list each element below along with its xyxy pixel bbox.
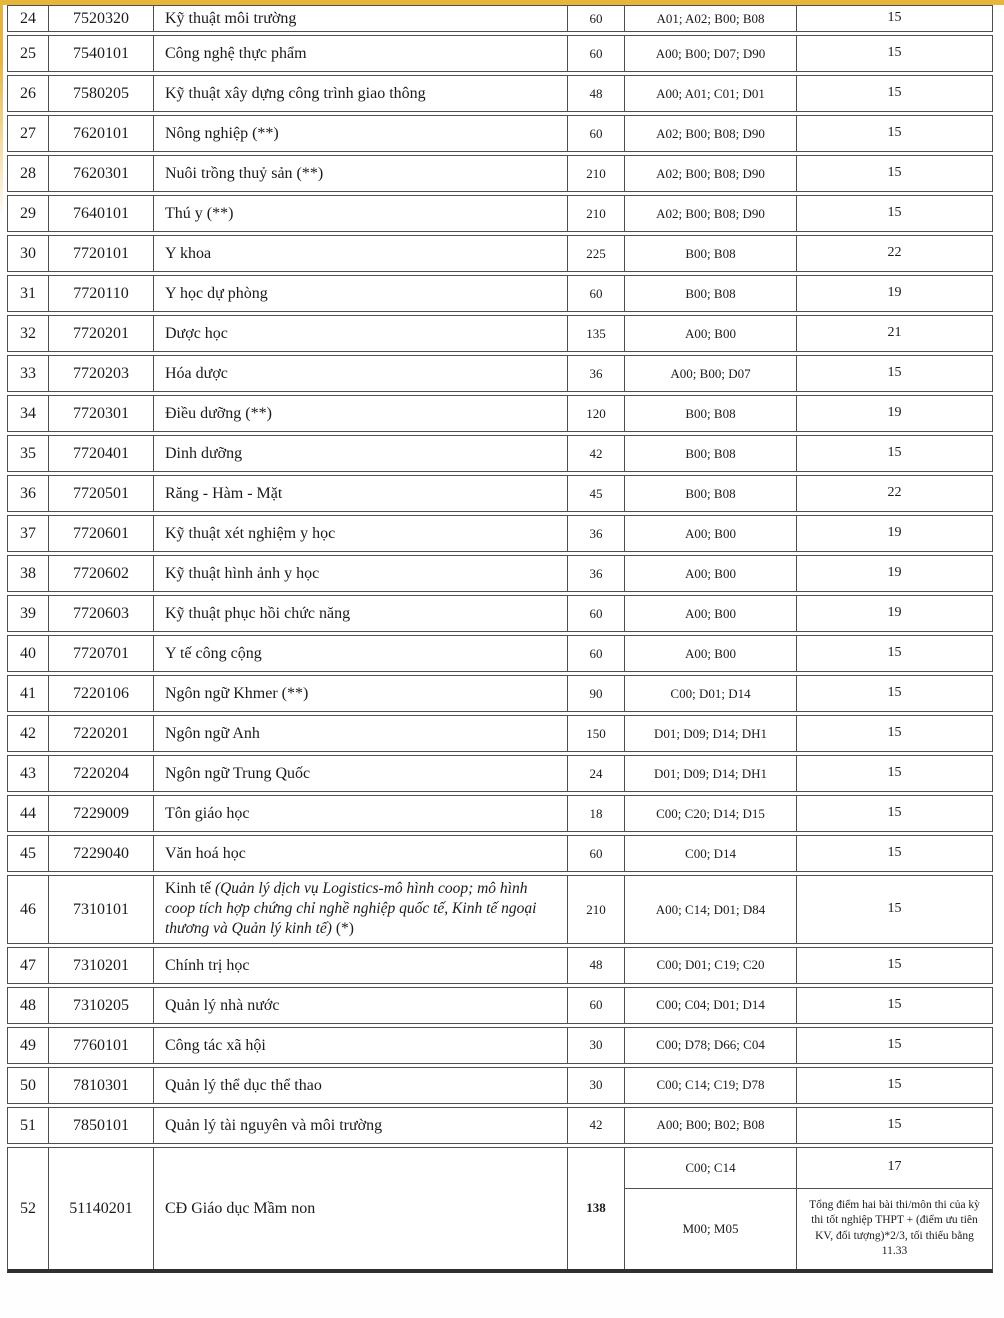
name-italic: (Quản lý dịch vụ Logistics-mô hình coop; mô hình coop tích hợp chứng chỉ nghề nghiệp quốc tế, Kinh tế ngoại thương và Quản lý kinh tế) [165, 880, 537, 938]
cell-combos: M00; M05 [624, 1189, 796, 1269]
cell-combos: A01; A02; B00; B08 [624, 6, 796, 31]
cell-combos: C00; D14 [624, 836, 796, 871]
cell-quota: 30 [567, 1028, 624, 1063]
cell-code: 7640101 [48, 196, 153, 231]
cell-quota: 60 [567, 836, 624, 871]
table-row [7, 1067, 993, 1104]
table-row [7, 1107, 993, 1144]
table-row [7, 875, 993, 943]
cell-name: Công tác xã hội [153, 1028, 567, 1063]
cell-score: 21 [796, 316, 992, 351]
cell-quota: 150 [567, 716, 624, 751]
cell-name: Văn hoá học [153, 836, 567, 871]
cell-score: 15 [796, 636, 992, 671]
cell-name: Tôn giáo học [153, 796, 567, 831]
cell-combos: A00; B00; D07; D90 [624, 36, 796, 71]
cell-combos: A00; B00 [624, 556, 796, 591]
cell-code: 7720201 [48, 316, 153, 351]
cell-quota: 36 [567, 556, 624, 591]
cell-code: 7720602 [48, 556, 153, 591]
table-row [7, 947, 993, 984]
cell-score: 15 [796, 436, 992, 471]
cell-stt: 35 [20, 445, 36, 463]
cell-name: Răng - Hàm - Mặt [153, 476, 567, 511]
cell-code: 7540101 [48, 36, 153, 71]
cell-name: Kỹ thuật hình ảnh y học [153, 556, 567, 591]
cell-quota: 225 [567, 236, 624, 271]
cell-code: 7810301 [48, 1068, 153, 1103]
cell-combos: D01; D09; D14; DH1 [624, 756, 796, 791]
table-row [7, 315, 993, 352]
cell-stt: 37 [20, 525, 36, 543]
cell-score: 15 [796, 756, 992, 791]
cell-code: 7720101 [48, 236, 153, 271]
cell-quota: 60 [567, 988, 624, 1023]
cell-name: Kỹ thuật môi trường [153, 6, 567, 31]
cell-stt: 47 [20, 956, 36, 974]
cell-name: Dược học [153, 316, 567, 351]
cell-stt: 29 [20, 205, 36, 223]
cell-code: 7620301 [48, 156, 153, 191]
cell-stt: 52 [20, 1199, 36, 1217]
cell-score: 19 [796, 276, 992, 311]
cell-name: Nuôi trồng thuỷ sản (**) [153, 156, 567, 191]
cell-stt: 26 [20, 85, 36, 103]
cell-combos: C00; D78; D66; C04 [624, 1028, 796, 1063]
cell-combos: A02; B00; B08; D90 [624, 196, 796, 231]
table-row [7, 475, 993, 512]
cell-score: 17 [796, 1148, 992, 1188]
left-accent-strip [0, 0, 3, 220]
cell-score: 15 [796, 196, 992, 231]
table-row [7, 355, 993, 392]
cell-stt: 30 [20, 245, 36, 263]
cell-stt: 48 [20, 996, 36, 1014]
cell-name [153, 876, 567, 942]
cell-code: 7720501 [48, 476, 153, 511]
cell-score: 19 [796, 556, 992, 591]
cell-name: Y tế công cộng [153, 636, 567, 671]
row52-subrow-2 [624, 1189, 992, 1269]
table-row [7, 835, 993, 872]
cell-quota: 30 [567, 1068, 624, 1103]
table-row [7, 795, 993, 832]
cell-code: 7220106 [48, 676, 153, 711]
table-row [7, 5, 993, 32]
cell-code: 7720203 [48, 356, 153, 391]
name-suffix: (*) [331, 920, 354, 938]
cell-name: Y khoa [153, 236, 567, 271]
cell-stt: 28 [20, 165, 36, 183]
cell-stt: 45 [20, 845, 36, 863]
cell-name: CĐ Giáo dục Mầm non [153, 1148, 567, 1269]
cell-combos: A00; C14; D01; D84 [624, 876, 796, 942]
cell-combos: C00; D01; D14 [624, 676, 796, 711]
cell-stt: 43 [20, 765, 36, 783]
cell-quota: 18 [567, 796, 624, 831]
cell-name: Chính trị học [153, 948, 567, 983]
cell-stt: 51 [20, 1116, 36, 1134]
cell-code: 7580205 [48, 76, 153, 111]
cell-code: 7720601 [48, 516, 153, 551]
cell-score: 19 [796, 596, 992, 631]
cell-name: Ngôn ngữ Trung Quốc [153, 756, 567, 791]
cell-score: 15 [796, 116, 992, 151]
cell-quota: 60 [567, 276, 624, 311]
cell-stt: 25 [20, 45, 36, 63]
cell-quota: 36 [567, 516, 624, 551]
cell-stt: 38 [20, 565, 36, 583]
cell-quota: 42 [567, 436, 624, 471]
cell-code: 7220201 [48, 716, 153, 751]
name-prefix: Kinh tế [165, 880, 215, 898]
cell-quota: 210 [567, 876, 624, 942]
cell-score: 15 [796, 676, 992, 711]
cell-combos: B00; B08 [624, 396, 796, 431]
cell-code: 7720110 [48, 276, 153, 311]
cell-code: 7229009 [48, 796, 153, 831]
cell-quota: 48 [567, 948, 624, 983]
cell-code: 7720603 [48, 596, 153, 631]
cell-code: 7520320 [48, 6, 153, 31]
cell-combos: B00; B08 [624, 236, 796, 271]
cell-code: 7720401 [48, 436, 153, 471]
table-row [7, 515, 993, 552]
cell-quota: 138 [567, 1148, 624, 1269]
cell-quota: 24 [567, 756, 624, 791]
cell-stt: 41 [20, 685, 36, 703]
cell-score-note: Tổng điểm hai bài thi/môn thi của kỳ thi tốt nghiệp THPT + (điểm ưu tiên KV, đối tượng)*2/3, tối thiểu bằng 11.33 [796, 1189, 992, 1269]
cell-name: Dinh dưỡng [153, 436, 567, 471]
cell-name: Quản lý thể dục thể thao [153, 1068, 567, 1103]
cell-quota: 60 [567, 6, 624, 31]
cell-code: 7220204 [48, 756, 153, 791]
cell-combos: A02; B00; B08; D90 [624, 116, 796, 151]
cell-stt: 46 [20, 900, 36, 918]
cell-quota: 120 [567, 396, 624, 431]
cell-combos: A02; B00; B08; D90 [624, 156, 796, 191]
cell-stt: 36 [20, 485, 36, 503]
cell-stt: 24 [20, 10, 36, 27]
cell-combos: A00; A01; C01; D01 [624, 76, 796, 111]
cell-score: 19 [796, 396, 992, 431]
cell-score: 15 [796, 876, 992, 942]
table-row [7, 435, 993, 472]
cell-code: 7720301 [48, 396, 153, 431]
table-row [7, 635, 993, 672]
cell-code: 7310101 [48, 876, 153, 942]
table-row [7, 675, 993, 712]
cell-quota: 60 [567, 36, 624, 71]
cell-code: 7310205 [48, 988, 153, 1023]
cell-name: Nông nghiệp (**) [153, 116, 567, 151]
cell-quota: 210 [567, 196, 624, 231]
table-row [7, 155, 993, 192]
row52-subrow-1 [624, 1148, 992, 1189]
cell-name: Kỹ thuật xây dựng công trình giao thông [153, 76, 567, 111]
cell-code: 51140201 [48, 1148, 153, 1269]
cell-combos: B00; B08 [624, 476, 796, 511]
cell-score: 22 [796, 236, 992, 271]
cell-name: Công nghệ thực phẩm [153, 36, 567, 71]
cell-name: Y học dự phòng [153, 276, 567, 311]
cell-stt: 49 [20, 1036, 36, 1054]
table-row [7, 195, 993, 232]
cell-combos: A00; B00 [624, 636, 796, 671]
cell-score: 15 [796, 988, 992, 1023]
cell-stt: 34 [20, 405, 36, 423]
cell-stt: 27 [20, 125, 36, 143]
cell-name: Quản lý tài nguyên và môi trường [153, 1108, 567, 1143]
cell-stt: 31 [20, 285, 36, 303]
cell-name: Kỹ thuật phục hồi chức năng [153, 596, 567, 631]
cell-score: 15 [796, 1028, 992, 1063]
cell-name: Ngôn ngữ Anh [153, 716, 567, 751]
cell-quota: 45 [567, 476, 624, 511]
table-row [7, 1027, 993, 1064]
cell-score: 15 [796, 836, 992, 871]
cell-stt: 32 [20, 325, 36, 343]
cell-combos: B00; B08 [624, 436, 796, 471]
cell-combos: A00; B00 [624, 596, 796, 631]
cell-combos: A00; B00 [624, 316, 796, 351]
cell-quota: 210 [567, 156, 624, 191]
cell-score: 15 [796, 1068, 992, 1103]
cell-quota: 90 [567, 676, 624, 711]
cell-score: 15 [796, 948, 992, 983]
cell-score: 15 [796, 156, 992, 191]
cell-score: 15 [796, 716, 992, 751]
cell-quota: 60 [567, 116, 624, 151]
cell-name: Kỹ thuật xét nghiệm y học [153, 516, 567, 551]
table-row [7, 555, 993, 592]
table-row [7, 987, 993, 1024]
cell-name: Ngôn ngữ Khmer (**) [153, 676, 567, 711]
table-row [7, 715, 993, 752]
cell-combos: C00; C04; D01; D14 [624, 988, 796, 1023]
cell-code: 7229040 [48, 836, 153, 871]
cell-score: 15 [796, 796, 992, 831]
cell-quota: 135 [567, 316, 624, 351]
cell-name: Thú y (**) [153, 196, 567, 231]
cell-stt: 33 [20, 365, 36, 383]
cell-combos: C00; C20; D14; D15 [624, 796, 796, 831]
table-row [7, 595, 993, 632]
cell-stt: 50 [20, 1076, 36, 1094]
table-row [7, 235, 993, 272]
cell-stt: 42 [20, 725, 36, 743]
cell-score: 15 [796, 1108, 992, 1143]
cell-name: Điều dưỡng (**) [153, 396, 567, 431]
cell-score: 15 [796, 356, 992, 391]
cell-combos: C00; D01; C19; C20 [624, 948, 796, 983]
cell-combos: A00; B00 [624, 516, 796, 551]
table-row-52 [7, 1147, 993, 1273]
row52-subrows [624, 1148, 992, 1269]
cell-quota: 36 [567, 356, 624, 391]
cell-quota: 48 [567, 76, 624, 111]
cell-combos: C00; C14; C19; D78 [624, 1068, 796, 1103]
table-row [7, 755, 993, 792]
cell-stt: 39 [20, 605, 36, 623]
cell-code: 7850101 [48, 1108, 153, 1143]
table-row [7, 115, 993, 152]
cell-code: 7760101 [48, 1028, 153, 1063]
table-row [7, 395, 993, 432]
cell-code: 7620101 [48, 116, 153, 151]
cell-score: 19 [796, 516, 992, 551]
table-rows [7, 5, 993, 1144]
cell-combos: C00; C14 [624, 1148, 796, 1188]
cell-combos: A00; B00; B02; B08 [624, 1108, 796, 1143]
admissions-table [7, 5, 993, 1273]
cell-stt: 40 [20, 645, 36, 663]
table-row [7, 35, 993, 72]
cell-score: 22 [796, 476, 992, 511]
cell-name: Quản lý nhà nước [153, 988, 567, 1023]
cell-combos: B00; B08 [624, 276, 796, 311]
cell-quota: 60 [567, 596, 624, 631]
cell-combos: A00; B00; D07 [624, 356, 796, 391]
table-row [7, 275, 993, 312]
cell-code: 7310201 [48, 948, 153, 983]
cell-score: 15 [796, 76, 992, 111]
cell-combos: D01; D09; D14; DH1 [624, 716, 796, 751]
cell-code: 7720701 [48, 636, 153, 671]
cell-name: Hóa dược [153, 356, 567, 391]
cell-quota: 42 [567, 1108, 624, 1143]
cell-stt: 44 [20, 805, 36, 823]
cell-quota: 60 [567, 636, 624, 671]
cell-score: 15 [796, 6, 992, 31]
table-row [7, 75, 993, 112]
cell-score: 15 [796, 36, 992, 71]
